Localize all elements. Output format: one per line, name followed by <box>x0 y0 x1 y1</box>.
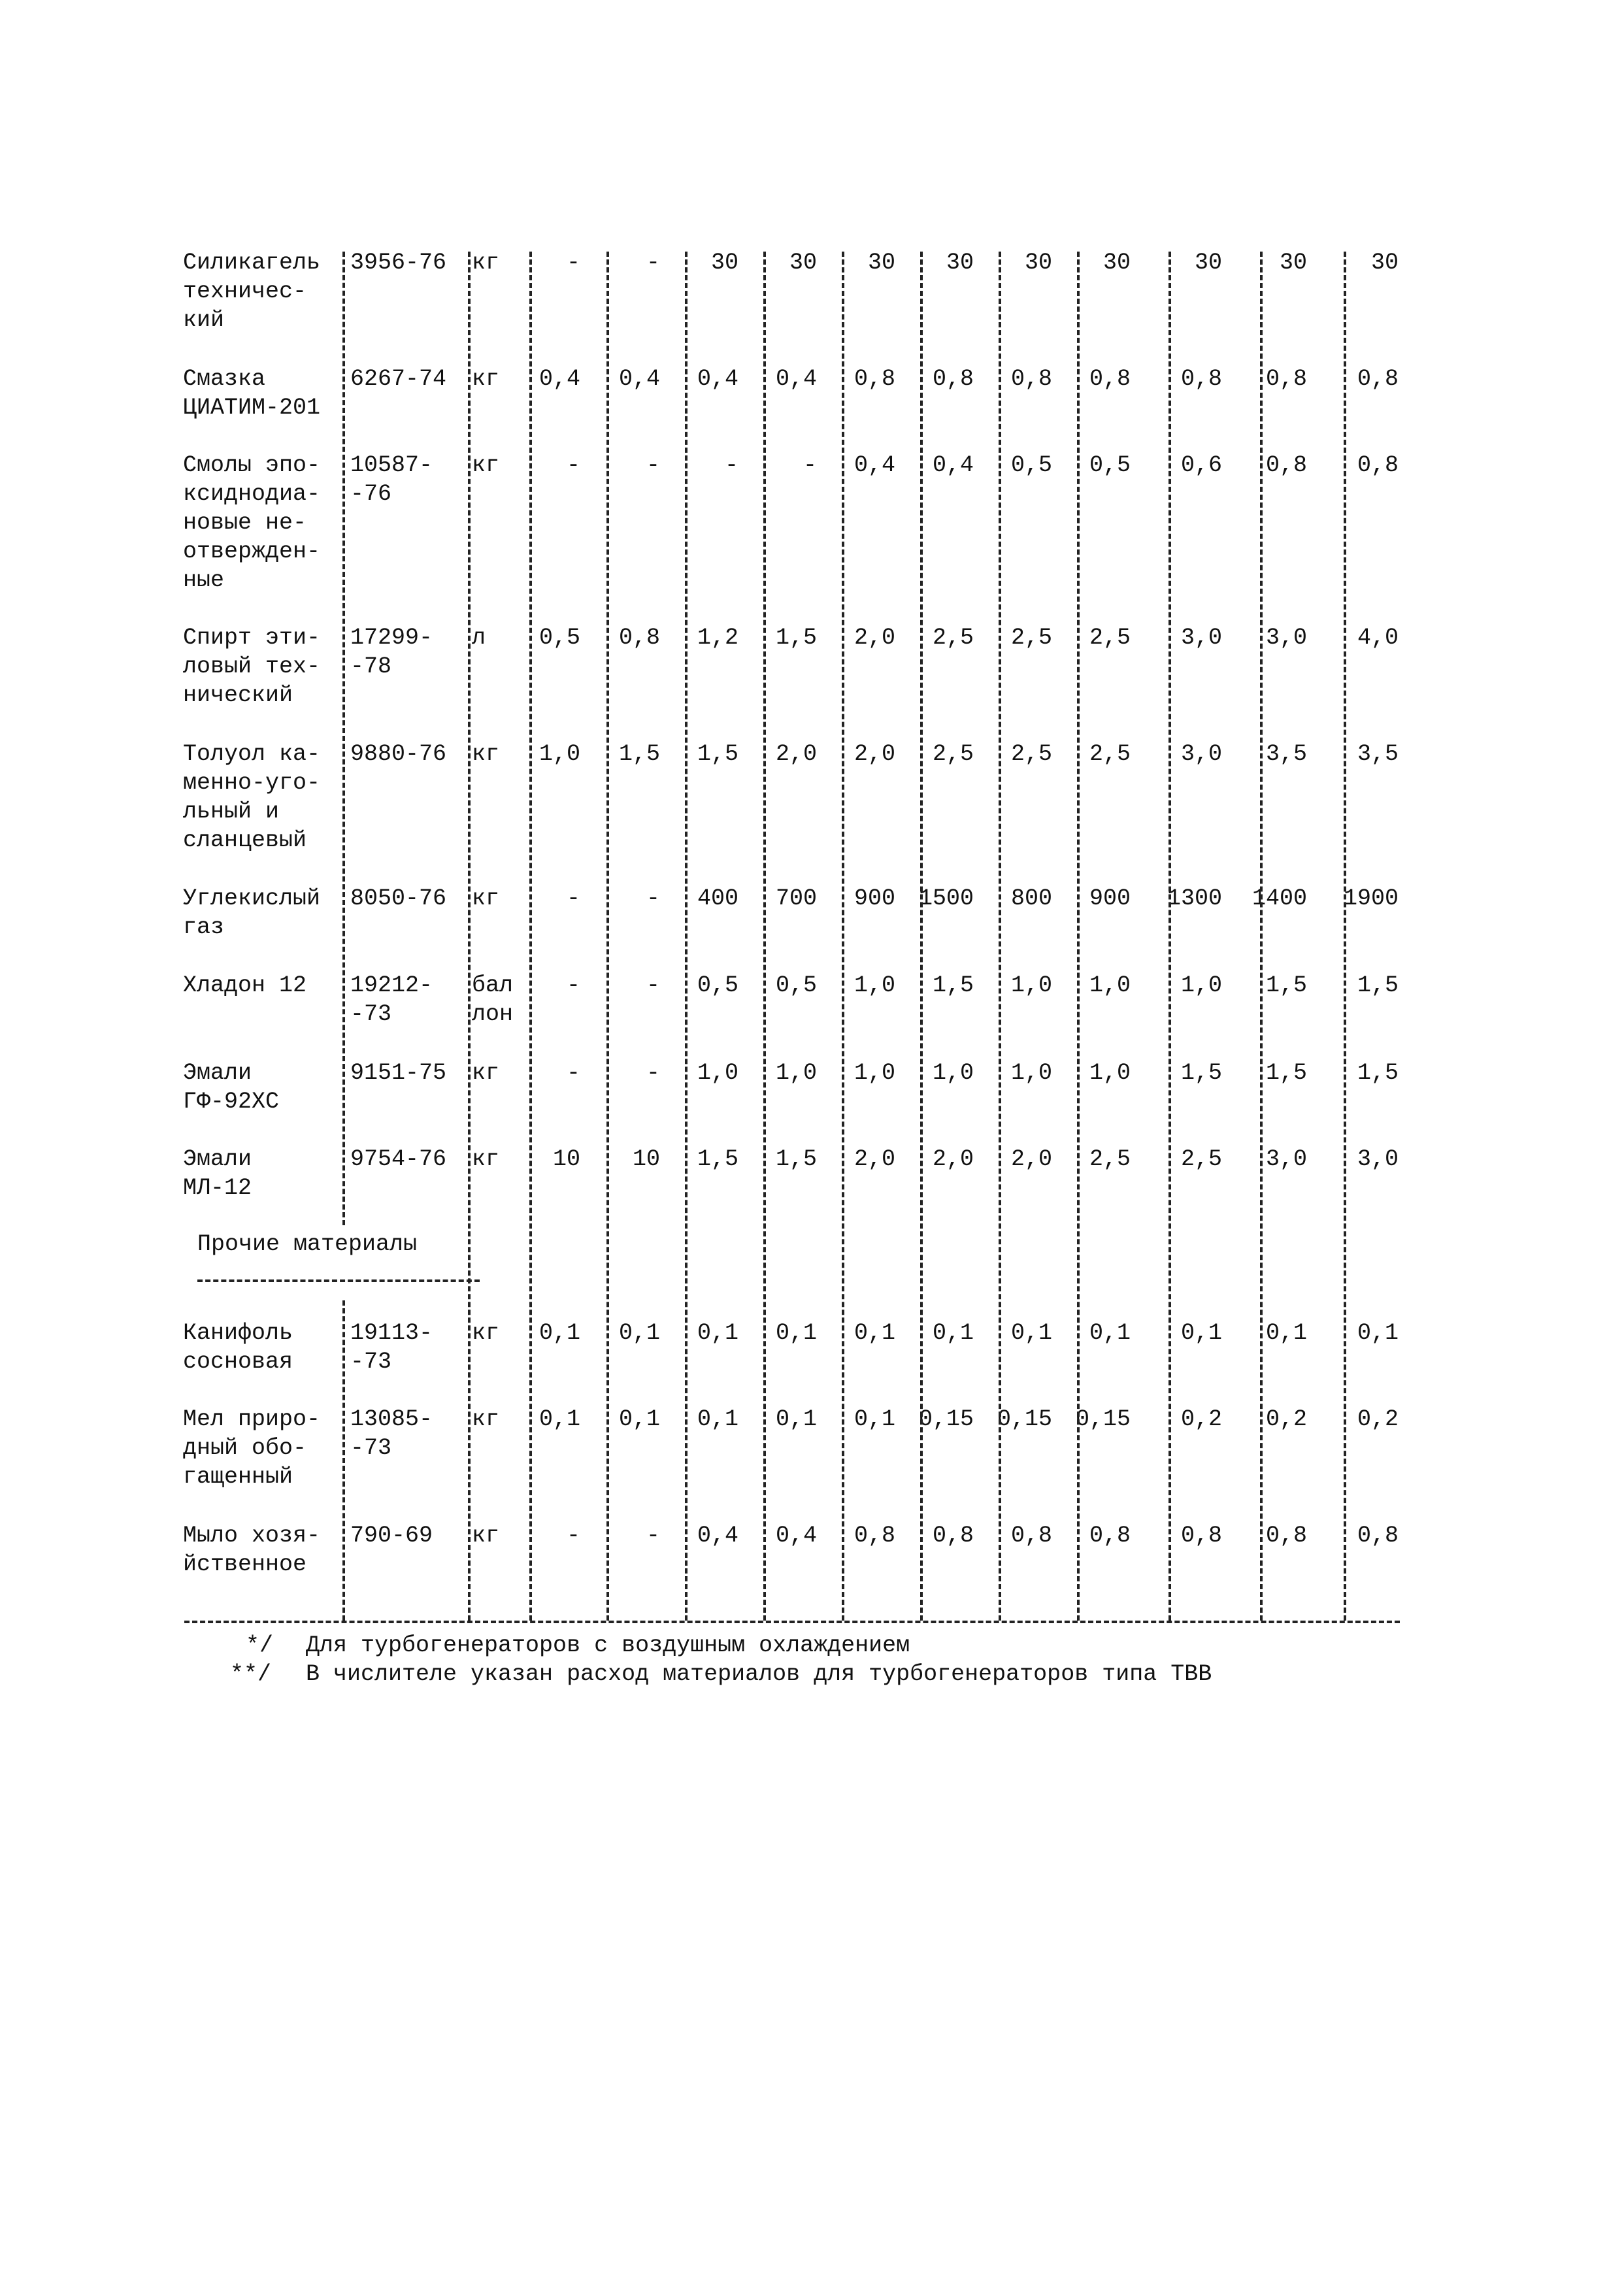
unit-line: бал <box>472 972 514 998</box>
value-cell: 1,5 <box>1357 1060 1399 1086</box>
column-separator <box>1344 252 1346 1621</box>
column-separator <box>1260 252 1263 1621</box>
value-cell: 2,0 <box>1010 1146 1052 1172</box>
value-cell: 1,5 <box>775 625 817 651</box>
footnote-1-mark: */ <box>246 1632 274 1658</box>
value-cell: - <box>566 972 580 998</box>
column-separator <box>685 252 688 1621</box>
value-cell: 3,0 <box>1357 1146 1399 1172</box>
value-cell: 1,2 <box>697 625 738 651</box>
value-cell: 1,5 <box>1265 972 1307 998</box>
value-cell: 900 <box>1089 885 1131 912</box>
column-separator <box>1168 252 1171 1621</box>
value-cell: 0,4 <box>932 452 974 478</box>
material-name-line: ГФ-92ХС <box>183 1089 280 1115</box>
section-heading-underline <box>197 1279 480 1282</box>
material-name-line: Эмали <box>183 1146 252 1172</box>
standard-number-line: 19113- <box>350 1320 433 1346</box>
material-name-line: МЛ-12 <box>183 1175 252 1201</box>
material-name-line: Смолы эпо- <box>183 452 321 478</box>
value-cell: 0,1 <box>618 1406 660 1432</box>
value-cell: 0,1 <box>539 1320 580 1346</box>
standard-number-line: -73 <box>350 1349 392 1375</box>
value-cell: 400 <box>697 885 738 912</box>
material-name-line: ные <box>183 567 225 593</box>
value-cell: - <box>646 452 660 478</box>
material-name-line: отвержден- <box>183 538 321 565</box>
value-cell: 0,8 <box>853 1523 895 1549</box>
value-cell: 0,5 <box>1089 452 1131 478</box>
column-separator <box>342 1300 345 1621</box>
unit-line: кг <box>472 1146 500 1172</box>
standard-number-line: -76 <box>350 481 392 507</box>
value-cell: 0,1 <box>775 1320 817 1346</box>
standard-number-line: 17299- <box>350 625 433 651</box>
value-cell: 2,5 <box>1010 741 1052 767</box>
standard-number-line: 9754-76 <box>350 1146 447 1172</box>
value-cell: 700 <box>775 885 817 912</box>
value-cell: 1,0 <box>1089 972 1131 998</box>
footnote-1-text: Для турбогенераторов с воздушным охлаждением <box>306 1632 910 1658</box>
value-cell: 3,0 <box>1265 625 1307 651</box>
value-cell: 1400 <box>1251 885 1307 912</box>
unit-line: кг <box>472 1060 500 1086</box>
value-cell: 1,5 <box>697 1146 738 1172</box>
value-cell: 3,0 <box>1265 1146 1307 1172</box>
value-cell: - <box>566 452 580 478</box>
value-cell: - <box>646 885 660 912</box>
value-cell: 0,8 <box>1180 366 1222 392</box>
value-cell: 0,1 <box>853 1320 895 1346</box>
value-cell: 0,2 <box>1265 1406 1307 1432</box>
standard-number-line: -73 <box>350 1435 392 1461</box>
material-name-line: Канифоль <box>183 1320 293 1346</box>
value-cell: - <box>646 250 660 276</box>
unit-line: кг <box>472 366 500 392</box>
value-cell: 1,5 <box>1357 972 1399 998</box>
material-name-line: менно-уго- <box>183 770 321 796</box>
value-cell: 0,5 <box>775 972 817 998</box>
material-name-line: Спирт эти- <box>183 625 321 651</box>
unit-line: кг <box>472 885 500 912</box>
value-cell: 0,1 <box>697 1320 738 1346</box>
value-cell: 0,8 <box>1357 452 1399 478</box>
value-cell: 800 <box>1010 885 1052 912</box>
value-cell: 30 <box>1370 250 1399 276</box>
standard-number-line: 13085- <box>350 1406 433 1432</box>
unit-line: кг <box>472 1406 500 1432</box>
value-cell: 4,0 <box>1357 625 1399 651</box>
value-cell: 30 <box>946 250 974 276</box>
value-cell: 2,5 <box>932 741 974 767</box>
value-cell: 2,5 <box>1180 1146 1222 1172</box>
value-cell: 0,4 <box>618 366 660 392</box>
unit-line: кг <box>472 741 500 767</box>
value-cell: 0,1 <box>1357 1320 1399 1346</box>
value-cell: 2,5 <box>1010 625 1052 651</box>
value-cell: 1,0 <box>853 1060 895 1086</box>
value-cell: 0,8 <box>1089 366 1131 392</box>
value-cell: 2,0 <box>775 741 817 767</box>
column-separator <box>1077 252 1080 1621</box>
standard-number-line: -78 <box>350 653 392 680</box>
value-cell: 0,1 <box>697 1406 738 1432</box>
value-cell: 0,5 <box>697 972 738 998</box>
value-cell: 0,15 <box>918 1406 974 1432</box>
material-name-line: Хладон 12 <box>183 972 307 998</box>
unit-line: кг <box>472 452 500 478</box>
value-cell: 0,4 <box>775 1523 817 1549</box>
material-name-line: сосновая <box>183 1349 293 1375</box>
value-cell: 1,5 <box>932 972 974 998</box>
value-cell: 1,0 <box>697 1060 738 1086</box>
value-cell: 0,15 <box>997 1406 1052 1432</box>
standard-number-line: 6267-74 <box>350 366 447 392</box>
standard-number-line: 9151-75 <box>350 1060 447 1086</box>
unit-line: кг <box>472 1320 500 1346</box>
material-name-line: новые не- <box>183 510 307 536</box>
value-cell: 0,8 <box>1010 366 1052 392</box>
value-cell: 0,1 <box>1265 1320 1307 1346</box>
value-cell: 0,6 <box>1180 452 1222 478</box>
material-name-line: Толуол ка- <box>183 741 321 767</box>
material-name-line: нический <box>183 682 293 708</box>
value-cell: 0,8 <box>932 366 974 392</box>
value-cell: 0,8 <box>1357 366 1399 392</box>
material-name-line: Эмали <box>183 1060 252 1086</box>
material-name-line: Силикагель <box>183 250 321 276</box>
value-cell: - <box>646 972 660 998</box>
value-cell: 30 <box>1024 250 1052 276</box>
value-cell: 10 <box>552 1146 580 1172</box>
value-cell: 1,0 <box>775 1060 817 1086</box>
value-cell: 0,2 <box>1180 1406 1222 1432</box>
column-separator <box>468 252 471 1621</box>
value-cell: - <box>646 1523 660 1549</box>
value-cell: 0,1 <box>932 1320 974 1346</box>
value-cell: 0,8 <box>1265 366 1307 392</box>
value-cell: 2,0 <box>853 625 895 651</box>
value-cell: 1500 <box>918 885 974 912</box>
column-separator <box>920 252 923 1621</box>
material-name-line: ловый тех- <box>183 653 321 680</box>
column-separator <box>842 252 844 1621</box>
unit-line: кг <box>472 250 500 276</box>
value-cell: 1,0 <box>539 741 580 767</box>
material-name-line: гащенный <box>183 1464 293 1490</box>
value-cell: 0,5 <box>1010 452 1052 478</box>
footnote-2-text: В числителе указан расход материалов для турбогенераторов типа ТВВ <box>306 1661 1212 1687</box>
material-name-line: йственное <box>183 1551 307 1577</box>
column-separator <box>763 252 766 1621</box>
value-cell: 1,5 <box>697 741 738 767</box>
material-name-line: Мыло хозя- <box>183 1523 321 1549</box>
standard-number-line: 10587- <box>350 452 433 478</box>
value-cell: 0,8 <box>932 1523 974 1549</box>
material-name-line: Мел приро- <box>183 1406 321 1432</box>
value-cell: 0,8 <box>618 625 660 651</box>
value-cell: 1,5 <box>775 1146 817 1172</box>
value-cell: 2,0 <box>853 1146 895 1172</box>
value-cell: 0,15 <box>1075 1406 1131 1432</box>
value-cell: 1,0 <box>1010 972 1052 998</box>
value-cell: 3,0 <box>1180 625 1222 651</box>
material-name-line: газ <box>183 914 225 940</box>
standard-number-line: -73 <box>350 1001 392 1027</box>
unit-line: кг <box>472 1523 500 1549</box>
value-cell: 0,4 <box>775 366 817 392</box>
column-separator <box>999 252 1001 1621</box>
value-cell: - <box>566 885 580 912</box>
value-cell: 0,4 <box>697 1523 738 1549</box>
value-cell: 0,5 <box>539 625 580 651</box>
value-cell: 30 <box>1102 250 1131 276</box>
material-name-line: техничес- <box>183 278 307 305</box>
value-cell: 30 <box>710 250 738 276</box>
material-name-line: ЦИАТИМ-201 <box>183 395 321 421</box>
value-cell: - <box>646 1060 660 1086</box>
value-cell: 1,5 <box>1180 1060 1222 1086</box>
value-cell: 0,4 <box>697 366 738 392</box>
standard-number-line: 3956-76 <box>350 250 447 276</box>
value-cell: 30 <box>867 250 895 276</box>
value-cell: 900 <box>853 885 895 912</box>
value-cell: 1,5 <box>618 741 660 767</box>
value-cell: 0,1 <box>853 1406 895 1432</box>
value-cell: 1,0 <box>1180 972 1222 998</box>
section-heading: Прочие материалы <box>197 1231 418 1257</box>
value-cell: 0,4 <box>539 366 580 392</box>
value-cell: 0,1 <box>775 1406 817 1432</box>
value-cell: 0,8 <box>1357 1523 1399 1549</box>
material-name-line: льный и <box>183 799 280 825</box>
value-cell: 0,8 <box>853 366 895 392</box>
value-cell: 2,0 <box>932 1146 974 1172</box>
table-bottom-rule <box>184 1621 1400 1623</box>
value-cell: 0,8 <box>1010 1523 1052 1549</box>
value-cell: - <box>566 1523 580 1549</box>
value-cell: 0,2 <box>1357 1406 1399 1432</box>
standard-number-line: 19212- <box>350 972 433 998</box>
value-cell: 0,4 <box>853 452 895 478</box>
value-cell: - <box>566 1060 580 1086</box>
value-cell: 2,5 <box>932 625 974 651</box>
footnote-2-mark: **/ <box>230 1661 272 1687</box>
value-cell: 0,1 <box>539 1406 580 1432</box>
value-cell: - <box>803 452 817 478</box>
value-cell: 1300 <box>1167 885 1222 912</box>
material-name-line: ксиднодиа- <box>183 481 321 507</box>
value-cell: 3,5 <box>1265 741 1307 767</box>
value-cell: 30 <box>1279 250 1307 276</box>
value-cell: 1,0 <box>1010 1060 1052 1086</box>
value-cell: 0,1 <box>1089 1320 1131 1346</box>
value-cell: 1900 <box>1343 885 1399 912</box>
material-name-line: дный обо- <box>183 1435 307 1461</box>
value-cell: 30 <box>789 250 817 276</box>
material-name-line: Смазка <box>183 366 266 392</box>
material-name-line: сланцевый <box>183 827 307 853</box>
value-cell: 2,5 <box>1089 1146 1131 1172</box>
value-cell: 3,0 <box>1180 741 1222 767</box>
standard-number-line: 8050-76 <box>350 885 447 912</box>
column-separator <box>342 252 345 1225</box>
value-cell: 10 <box>632 1146 660 1172</box>
value-cell: 1,0 <box>853 972 895 998</box>
standard-number-line: 9880-76 <box>350 741 447 767</box>
value-cell: 0,8 <box>1265 452 1307 478</box>
value-cell: 0,8 <box>1180 1523 1222 1549</box>
value-cell: - <box>724 452 738 478</box>
column-separator <box>606 252 609 1621</box>
material-name-line: кий <box>183 307 225 333</box>
value-cell: 1,0 <box>932 1060 974 1086</box>
value-cell: 0,1 <box>1010 1320 1052 1346</box>
value-cell: 2,0 <box>853 741 895 767</box>
value-cell: 0,1 <box>1180 1320 1222 1346</box>
value-cell: 3,5 <box>1357 741 1399 767</box>
column-separator <box>529 252 532 1621</box>
value-cell: 0,1 <box>618 1320 660 1346</box>
value-cell: - <box>566 250 580 276</box>
value-cell: 2,5 <box>1089 741 1131 767</box>
material-name-line: Углекислый <box>183 885 321 912</box>
value-cell: 30 <box>1194 250 1222 276</box>
value-cell: 1,5 <box>1265 1060 1307 1086</box>
unit-line: л <box>472 625 486 651</box>
value-cell: 2,5 <box>1089 625 1131 651</box>
standard-number-line: 790-69 <box>350 1523 433 1549</box>
value-cell: 1,0 <box>1089 1060 1131 1086</box>
value-cell: 0,8 <box>1089 1523 1131 1549</box>
value-cell: 0,8 <box>1265 1523 1307 1549</box>
unit-line: лон <box>472 1001 514 1027</box>
